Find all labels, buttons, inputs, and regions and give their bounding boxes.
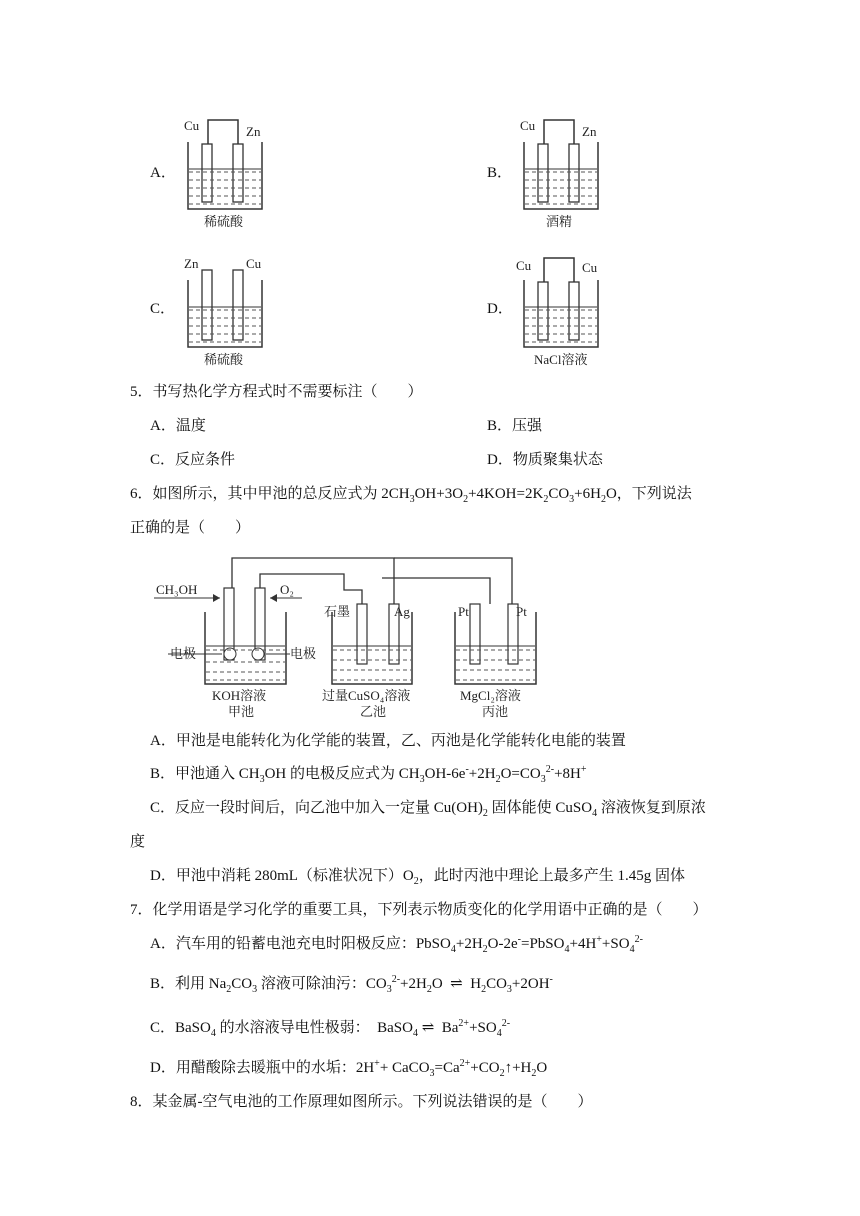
option-a-label: A．: [150, 165, 176, 181]
pool3-name-label: 丙池: [482, 704, 509, 719]
pt-label-right: Pt: [516, 604, 527, 619]
q6-option-c-line2: 度: [130, 834, 146, 850]
q5-stem: 5．书写热化学方程式时不需要标注（ ）: [130, 384, 423, 400]
q7-option-c: C．BaSO$_4$ 的水溶液导电性极弱： BaSO$_4$ ⇌ $Ba^{2+}+SO_4^{2-}$: [150, 1018, 511, 1039]
ag-label: Ag: [394, 604, 410, 619]
q7-option-b: B．利用 $Na_2CO_3$ 溶液可除油污：$CO_3^{2-}+2H_2O$ ⇌ $H_2CO_3+2OH^-$: [150, 974, 553, 995]
q6-stem-line2: 正确的是（ ）: [130, 520, 251, 536]
q5-option-b: B．压强: [487, 418, 543, 434]
pool1-name-label: 甲池: [228, 704, 255, 719]
o2-label: O₂: [280, 582, 294, 597]
q7-stem: 7．化学用语是学习化学的重要工具，下列表示物质变化的化学用语中正确的是（ ）: [130, 902, 708, 918]
pool2-name-label: 乙池: [360, 704, 387, 719]
cell-diagram-a: [180, 112, 270, 232]
electrode-left-label: Zn: [184, 256, 199, 271]
electrode-left-label: 电极: [170, 646, 197, 661]
electrode-right-label: Zn: [246, 124, 261, 139]
option-b-label: B．: [487, 165, 513, 181]
pool1-solution-label: KOH溶液: [212, 688, 267, 703]
graphite-label: 石墨: [324, 604, 351, 619]
q7-option-d: D．用醋酸除去暖瓶中的水垢：$2H^++ CaCO_3=Ca^{2+}+CO_2↑+H_2O$: [150, 1058, 548, 1079]
pt-label-left: Pt: [458, 604, 469, 619]
solution-label: 稀硫酸: [204, 352, 244, 367]
electrode-left-label: Cu: [516, 258, 532, 273]
q8-stem: 8．某金属-空气电池的工作原理如图所示。下列说法错误的是（ ）: [130, 1094, 593, 1110]
option-c-label: C．: [150, 301, 176, 317]
electrode-right-label: Zn: [582, 124, 597, 139]
pool3-solution-label: MgCl₂溶液: [460, 688, 521, 703]
electrode-right-label: Cu: [582, 260, 598, 275]
electrolysis-diagram: [150, 552, 560, 720]
solution-label: 酒精: [546, 214, 573, 229]
q6-stem-line1: 6．如图所示，其中甲池的总反应式为 $2CH_3OH+3O_2+4KOH=2K_2CO_3+6H_2O$，下列说法: [130, 486, 692, 505]
q5-option-a: A．温度: [150, 418, 206, 434]
q6-option-d: D．甲池中消耗 280mL（标准状况下）$O_2$，此时丙池中理论上最多产生 1.45g 固体: [150, 868, 686, 887]
q5-option-d: D．物质聚集状态: [487, 452, 603, 468]
cell-diagram-c: [180, 250, 270, 370]
q6-option-c-line1: C．反应一段时间后，向乙池中加入一定量 $Cu(OH)_2$ 固体能使 CuSO$_4$ 溶液恢复到原浓: [150, 800, 706, 819]
option-d-label: D．: [487, 301, 513, 317]
electrode-right-label: 电极: [290, 646, 317, 661]
cell-diagram-d: [512, 250, 622, 370]
q6-option-b: B．甲池通入 $CH_3OH$ 的电极反应式为 $CH_3OH-6e^-+2H_2O=CO_3^{2-}+8H^+$: [150, 764, 587, 785]
solution-label: NaCl溶液: [534, 352, 588, 367]
electrode-left-label: Cu: [184, 118, 200, 133]
ch3oh-label: CH₃OH: [156, 582, 198, 597]
solution-label: 稀硫酸: [204, 214, 244, 229]
electrode-right-label: Cu: [246, 256, 262, 271]
cell-diagram-b: [516, 112, 606, 232]
pool2-solution-label: 过量CuSO₄溶液: [322, 688, 411, 703]
electrode-left-label: Cu: [520, 118, 536, 133]
q6-option-a: A．甲池是电能转化为化学能的装置，乙、丙池是化学能转化电能的装置: [150, 733, 626, 749]
q7-option-a: A．汽车用的铅蓄电池充电时阳极反应：$PbSO_4+2H_2O-2e^-=PbSO_4+4H^++SO_4^{2-}$: [150, 934, 643, 955]
q5-option-c: C．反应条件: [150, 452, 236, 468]
